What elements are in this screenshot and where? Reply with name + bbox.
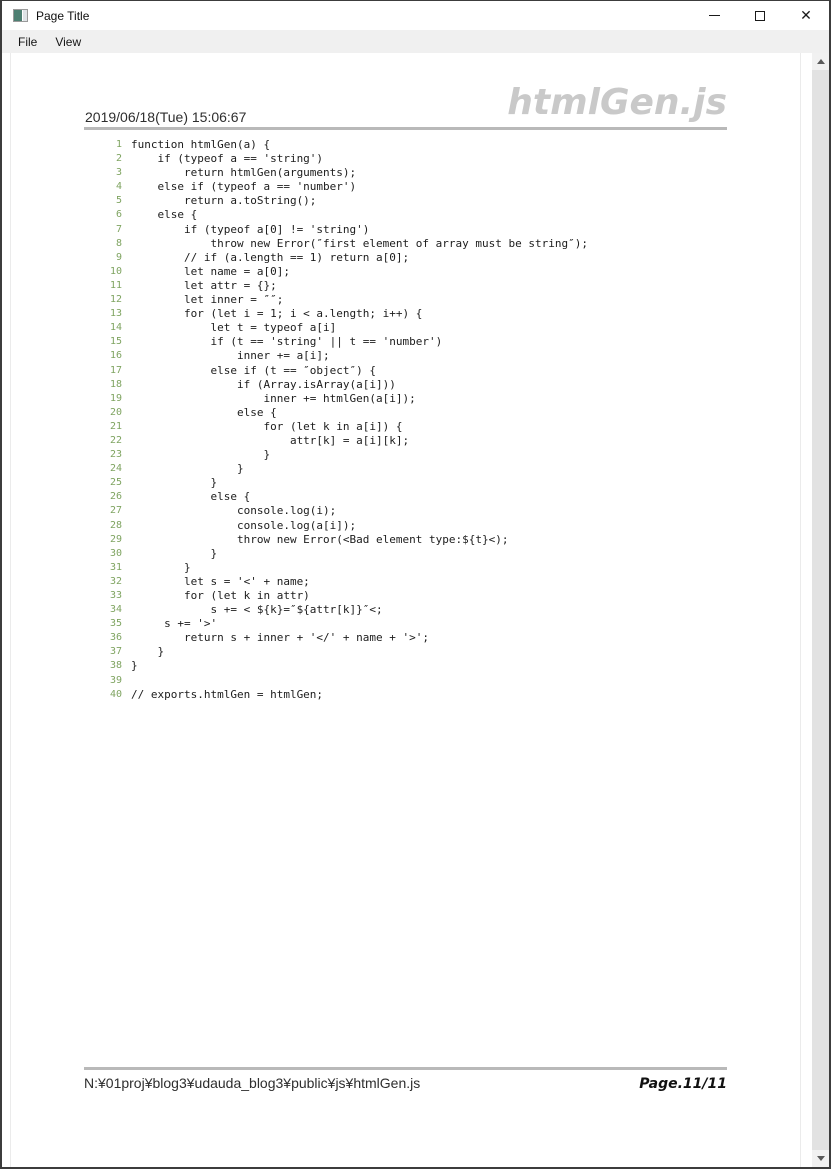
line-number: 17 xyxy=(109,364,122,376)
code-text: else { xyxy=(131,490,251,504)
maximize-icon xyxy=(755,11,765,21)
code-line xyxy=(2,561,762,575)
app-icon xyxy=(13,9,28,22)
line-number: 19 xyxy=(109,392,122,404)
code-line xyxy=(2,645,762,659)
code-line xyxy=(2,504,762,518)
code-text: } xyxy=(131,645,165,659)
code-text: let name = a[0]; xyxy=(131,264,290,278)
close-icon: ✕ xyxy=(800,7,812,24)
code-line xyxy=(2,688,762,702)
close-button[interactable] xyxy=(783,1,829,30)
code-text: console.log(i); xyxy=(131,504,337,518)
code-line xyxy=(2,180,762,194)
code-line xyxy=(2,406,762,420)
line-number: 14 xyxy=(109,322,122,334)
line-number: 40 xyxy=(109,688,122,700)
line-number: 22 xyxy=(109,434,122,446)
code-line xyxy=(2,589,762,603)
code-text: let t = typeof a[i] xyxy=(131,321,337,335)
code-text: let s = '<' + name; xyxy=(131,574,310,588)
document-preview xyxy=(2,53,829,1167)
code-line xyxy=(2,335,762,349)
line-number: 6 xyxy=(115,209,122,221)
code-text: else { xyxy=(131,208,198,222)
code-line xyxy=(2,321,762,335)
scrollbar-thumb[interactable] xyxy=(812,70,829,1150)
page-number: Page.11/11 xyxy=(639,1076,727,1092)
code-line xyxy=(2,166,762,180)
window-controls xyxy=(691,1,829,30)
code-line xyxy=(2,603,762,617)
code-text: // if (a.length == 1) return a[0]; xyxy=(131,250,410,264)
scroll-down-icon xyxy=(817,1156,825,1161)
line-number: 35 xyxy=(109,618,122,630)
code-text: if (typeof a == 'string') xyxy=(131,152,324,166)
code-line xyxy=(2,476,762,490)
line-number: 21 xyxy=(109,420,122,432)
code-text: s += '>' xyxy=(131,617,218,631)
code-line xyxy=(2,349,762,363)
line-number: 37 xyxy=(109,646,122,658)
code-line xyxy=(2,138,762,152)
code-text: return htmlGen(arguments); xyxy=(131,166,357,180)
scroll-up-button[interactable] xyxy=(812,53,829,70)
code-line xyxy=(2,152,762,166)
minimize-icon xyxy=(709,15,720,16)
code-line xyxy=(2,194,762,208)
code-text: else if (typeof a == 'number') xyxy=(131,180,357,194)
window-title: Page Title xyxy=(36,8,90,23)
code-line xyxy=(2,237,762,251)
code-line xyxy=(2,617,762,631)
code-text: let inner = ″″; xyxy=(131,293,284,307)
code-text: // exports.htmlGen = htmlGen; xyxy=(131,687,324,701)
code-text: if (Array.isArray(a[i])) xyxy=(131,377,396,391)
header-rule xyxy=(84,127,727,130)
line-number: 5 xyxy=(115,195,122,207)
code-line xyxy=(2,674,762,688)
code-line xyxy=(2,631,762,645)
line-number: 18 xyxy=(109,378,122,390)
code-text: for (let k in attr) xyxy=(131,589,310,602)
line-number: 24 xyxy=(109,463,122,475)
document-title-watermark: htmlGen.js xyxy=(507,82,727,123)
code-line xyxy=(2,223,762,237)
code-text: else if (t == ″object″) { xyxy=(131,363,377,377)
line-number: 34 xyxy=(109,604,122,616)
line-number: 26 xyxy=(109,491,122,503)
code-line xyxy=(2,279,762,293)
code-text: else { xyxy=(131,405,277,419)
code-line xyxy=(2,533,762,547)
line-number: 4 xyxy=(115,181,122,193)
code-text: if (t == 'string' || t == 'number') xyxy=(131,335,443,349)
line-number: 27 xyxy=(109,505,122,517)
line-number: 31 xyxy=(109,561,122,573)
line-number: 15 xyxy=(109,336,122,348)
line-number: 30 xyxy=(109,547,122,559)
menu-item-view[interactable]: View xyxy=(55,34,82,49)
code-text: function htmlGen(a) { xyxy=(131,138,271,151)
menu-bar xyxy=(2,30,829,53)
line-number: 7 xyxy=(115,223,122,235)
vertical-scrollbar[interactable] xyxy=(812,53,829,1167)
code-text: } xyxy=(131,546,218,560)
line-number: 10 xyxy=(109,265,122,277)
code-line xyxy=(2,575,762,589)
maximize-button[interactable] xyxy=(737,1,783,30)
code-line xyxy=(2,547,762,561)
code-text xyxy=(122,674,131,688)
code-text: } xyxy=(131,560,191,574)
menu-item-file[interactable]: File xyxy=(18,34,38,49)
code-line xyxy=(2,364,762,378)
code-text: attr[k] = a[i][k]; xyxy=(131,433,410,447)
scroll-down-button[interactable] xyxy=(812,1150,829,1167)
code-text: throw new Error(″first element of array must be string″); xyxy=(131,236,588,250)
code-text: for (let k in a[i]) { xyxy=(131,419,403,433)
minimize-button[interactable] xyxy=(691,1,737,30)
code-text: inner += htmlGen(a[i]); xyxy=(131,391,416,405)
code-text: } xyxy=(131,448,271,462)
code-line xyxy=(2,378,762,392)
line-number: 38 xyxy=(109,660,122,672)
code-line xyxy=(2,208,762,222)
line-number: 2 xyxy=(115,153,122,165)
code-text: } xyxy=(131,659,138,673)
code-line xyxy=(2,251,762,265)
scroll-up-icon xyxy=(817,59,825,64)
code-text: if (typeof a[0] != 'string') xyxy=(131,222,370,236)
line-number: 12 xyxy=(109,294,122,306)
code-text: console.log(a[i]); xyxy=(131,518,357,532)
footer-rule xyxy=(84,1067,727,1070)
code-text: throw new Error(<Bad element type:${t}<); xyxy=(131,532,509,546)
code-text: for (let i = 1; i < a.length; i++) { xyxy=(131,307,423,321)
code-line xyxy=(2,420,762,434)
code-text: return a.toString(); xyxy=(131,194,317,208)
code-text: inner += a[i]; xyxy=(131,349,330,363)
line-number: 28 xyxy=(109,519,122,531)
code-line xyxy=(2,307,762,321)
code-line xyxy=(2,448,762,462)
document-footer xyxy=(84,1075,727,1092)
document-header xyxy=(84,53,727,129)
code-line xyxy=(2,462,762,476)
line-number: 9 xyxy=(115,251,122,263)
code-line xyxy=(2,434,762,448)
line-number: 32 xyxy=(109,575,122,587)
line-number: 20 xyxy=(109,406,122,418)
code-text: } xyxy=(131,462,244,476)
line-number: 3 xyxy=(115,167,122,179)
page-edge-right xyxy=(800,53,801,1167)
file-path: N:¥01proj¥blog3¥udauda_blog3¥public¥js¥htmlGen.js xyxy=(84,1075,421,1091)
line-number: 36 xyxy=(109,632,122,644)
line-number: 39 xyxy=(109,674,122,686)
line-number: 33 xyxy=(109,590,122,601)
line-number: 1 xyxy=(115,139,122,150)
code-line xyxy=(2,519,762,533)
code-line xyxy=(2,659,762,673)
code-text: s += < ${k}=″${attr[k]}″<; xyxy=(131,603,383,617)
line-number: 8 xyxy=(115,237,122,249)
line-number: 16 xyxy=(109,350,122,362)
code-text: } xyxy=(131,476,218,490)
line-number: 13 xyxy=(109,308,122,320)
line-number: 29 xyxy=(109,533,122,545)
line-number: 25 xyxy=(109,477,122,489)
code-line xyxy=(2,490,762,504)
title-bar xyxy=(2,1,829,30)
code-line xyxy=(2,265,762,279)
code-line xyxy=(2,293,762,307)
print-datetime: 2019/06/18(Tue) 15:06:67 xyxy=(85,109,247,125)
line-number: 11 xyxy=(109,279,122,291)
line-number: 23 xyxy=(109,449,122,461)
code-line xyxy=(2,392,762,406)
code-listing xyxy=(2,138,762,702)
code-text: return s + inner + '</' + name + '>'; xyxy=(131,631,430,645)
code-text: let attr = {}; xyxy=(131,278,277,292)
